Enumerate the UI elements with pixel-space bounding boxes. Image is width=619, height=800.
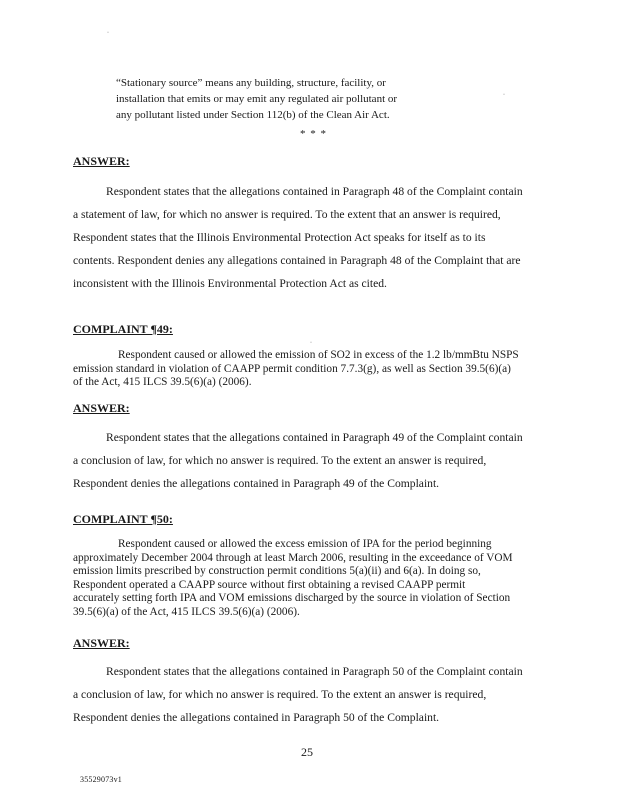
paragraph-line: accurately setting forth IPA and VOM emissions discharged by the source in violation of Section (73, 592, 511, 604)
section-heading: ANSWER: (73, 636, 130, 650)
quote-line: any pollutant listed under Section 112(b) of the Clean Air Act. (116, 109, 390, 121)
paragraph-line: a conclusion of law, for which no answer is required. To the extent an answer is required, (73, 688, 487, 701)
paragraph-line: Respondent denies the allegations contained in Paragraph 50 of the Complaint. (73, 711, 440, 724)
paragraph-line: Respondent caused or allowed the emission of SO2 in excess of the 1.2 lb/mmBtu NSPS (118, 349, 519, 361)
paragraph-line: Respondent states that the allegations contained in Paragraph 48 of the Complaint contain (106, 185, 523, 198)
paragraph-line: 39.5(6)(a) of the Act, 415 ILCS 39.5(6)(a) (2006). (73, 605, 300, 618)
section-heading: COMPLAINT ¶50: (73, 512, 173, 526)
paragraph-line: Respondent states that the allegations contained in Paragraph 50 of the Complaint contain (106, 665, 523, 678)
answer-paragraph (73, 660, 523, 729)
paragraph-line: approximately December 2004 through at least March 2006, resulting in the exceedance of VOM (73, 551, 513, 564)
section-heading: COMPLAINT ¶49: (73, 322, 173, 336)
paragraph-line: Respondent operated a CAAPP source without first obtaining a revised CAAPP permit (73, 578, 466, 591)
paragraph-line: contents. Respondent denies any allegations contained in Paragraph 48 of the Complaint that are (73, 254, 521, 267)
paragraph-line: a statement of law, for which no answer is required. To the extent that an answer is required, (73, 208, 501, 221)
paragraph-line: a conclusion of law, for which no answer is required. To the extent an answer is required, (73, 454, 487, 467)
paragraph-line: Respondent caused or allowed the excess emission of IPA for the period beginning (118, 538, 492, 550)
section-heading: ANSWER: (73, 154, 130, 168)
paragraph-line: emission limits prescribed by construction permit conditions 5(a)(ii) and 6(a). In doing so, (73, 565, 481, 577)
quoted-definition (116, 75, 397, 123)
paragraph-line: Respondent denies the allegations contained in Paragraph 49 of the Complaint. (73, 477, 440, 490)
scan-speck: · (107, 30, 109, 36)
quote-line: “Stationary source” means any building, structure, facility, or (116, 77, 386, 89)
paragraph-line: of the Act, 415 ILCS 39.5(6)(a) (2006). (73, 376, 252, 388)
quote-line: installation that emits or may emit any regulated air pollutant or (116, 93, 398, 105)
scan-speck: · (310, 340, 312, 346)
paragraph-line: Respondent states that the Illinois Environmental Protection Act speaks for itself as to its (73, 231, 486, 244)
paragraph-line: emission standard in violation of CAAPP permit condition 7.7.3(g), as well as Section 39.5(6)(a) (73, 362, 511, 375)
section-separator: * * * (300, 128, 327, 140)
answer-paragraph (73, 426, 523, 495)
complaint-paragraph (73, 349, 519, 390)
scan-speck: · (503, 92, 505, 98)
section-heading: ANSWER: (73, 401, 130, 415)
document-id: 35529073v1 (80, 775, 122, 784)
paragraph-line: Respondent states that the allegations contained in Paragraph 49 of the Complaint contain (106, 431, 523, 444)
page-number: 25 (301, 745, 313, 759)
answer-paragraph (73, 180, 523, 295)
paragraph-line: inconsistent with the Illinois Environmental Protection Act as cited. (73, 277, 387, 290)
complaint-paragraph (73, 538, 513, 619)
